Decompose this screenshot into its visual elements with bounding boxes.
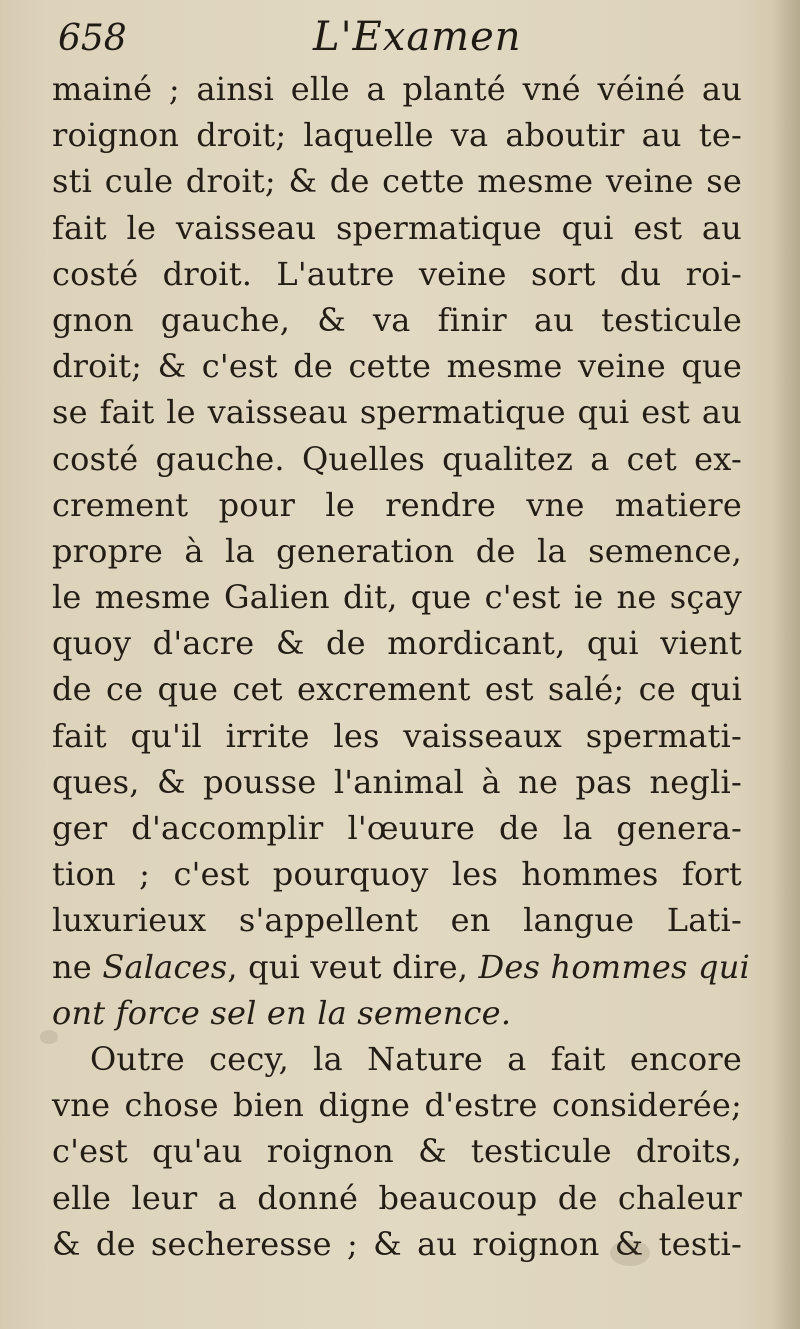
text-line: [52, 574, 742, 620]
page-header: [58, 14, 760, 72]
text-line: [52, 713, 742, 759]
page-number: 658: [58, 18, 127, 59]
text-run: sti cule droit; & de cette mesme veine se: [52, 162, 742, 201]
text-line: [52, 666, 742, 712]
text-line: [52, 436, 742, 482]
text-run: c'est qu'au roignon & testicule droits,: [52, 1132, 742, 1171]
text-run: ne: [52, 947, 103, 986]
text-run: propre à la generation de la semence,: [52, 531, 742, 570]
text-line: [52, 389, 742, 435]
text-run: roignon droit; laquelle va aboutir au te-: [52, 116, 742, 155]
text-run: vne chose bien digne d'estre considerée;: [52, 1086, 742, 1125]
text-line: [52, 1082, 742, 1128]
text-run: mainé ; ainsi elle a planté vné véiné au: [52, 70, 742, 108]
text-run: elle leur a donné beaucoup de chaleur: [52, 1178, 742, 1217]
text-run: le mesme Galien dit, que c'est ie ne sçay: [52, 578, 742, 617]
text-line: [52, 1036, 742, 1082]
text-line: [52, 297, 742, 343]
text-line: [52, 343, 742, 389]
italic-text-run: Salaces: [102, 947, 228, 986]
text-run: se fait le vaisseau spermatique qui est au: [52, 393, 742, 432]
text-run: fait le vaisseau spermatique qui est au: [52, 208, 742, 247]
italic-text-run: ont force sel en la semence.: [52, 993, 512, 1032]
italic-text-run: Des hommes qui: [478, 947, 750, 986]
paper-stain: [40, 1030, 58, 1044]
text-run: quoy d'acre & de mordicant, qui vient: [52, 624, 742, 663]
running-head: L'Examen: [313, 14, 522, 60]
text-line: [52, 158, 742, 204]
text-run: crement pour le rendre vne matiere: [52, 485, 742, 524]
text-line: [52, 251, 742, 297]
text-run: costé droit. L'autre veine sort du roi-: [52, 254, 742, 293]
text-line: [52, 897, 742, 943]
text-line: [52, 805, 742, 851]
text-run: , qui veut dire,: [227, 947, 479, 986]
text-run: Outre cecy, la Nature a fait encore: [90, 1039, 742, 1078]
text-run: tion ; c'est pourquoy les hommes fort: [52, 855, 742, 894]
text-line: [52, 851, 742, 897]
text-line: [52, 112, 742, 158]
text-line: [52, 620, 742, 666]
text-run: droit; & c'est de cette mesme veine que: [52, 347, 742, 386]
text-line: [52, 205, 742, 251]
text-line: [52, 66, 742, 112]
text-line: [52, 1128, 742, 1174]
text-line: [52, 482, 742, 528]
text-run: gnon gauche, & va finir au testicule: [52, 300, 742, 339]
text-line: [52, 990, 742, 1036]
text-run: fait qu'il irrite les vaisseaux spermati-: [52, 716, 742, 755]
page-spine-shadow: [772, 0, 800, 1329]
text-run: costé gauche. Quelles qualitez a cet ex-: [52, 439, 742, 478]
text-line: [52, 759, 742, 805]
text-run: luxurieux s'appellent en langue Lati-: [52, 901, 742, 940]
text-line: [52, 1175, 742, 1221]
text-run: ger d'accomplir l'œuure de la genera-: [52, 809, 742, 847]
text-run: de ce que cet excrement est salé; ce qui: [52, 670, 742, 709]
text-run: ques, & pousse l'animal à ne pas negli-: [52, 762, 742, 801]
body-text: [52, 66, 750, 1267]
text-run: & de secheresse ; & au roignon & testi-: [52, 1224, 742, 1263]
text-line: [52, 528, 742, 574]
text-line: [52, 944, 750, 990]
paper-stain: [610, 1240, 650, 1266]
